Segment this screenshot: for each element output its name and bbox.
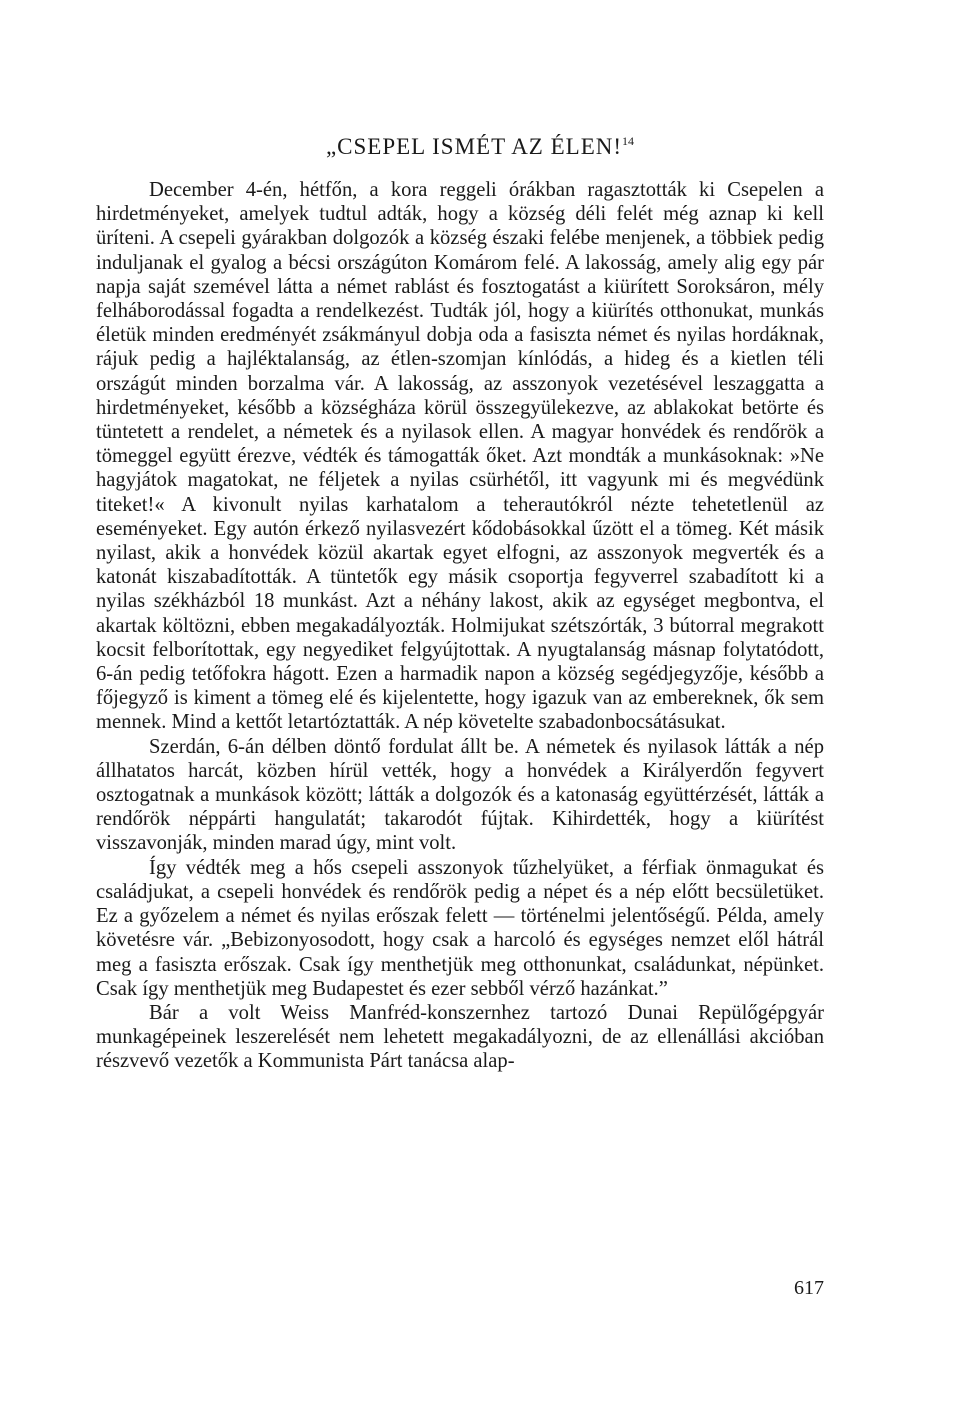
page-number: 617 [794,1277,824,1299]
footnote-reference: 14 [622,134,635,148]
section-title [0,126,960,162]
paragraph: Bár a volt Weiss Manfréd-konszernhez tartozó Dunai Repülőgépgyár munkagépeinek leszerelését nem lehetett megakadályozni, de az ellenállási akcióban részvevő vezetők a Kommunista Párt tanácsa alap- [96,1001,824,1073]
paragraph: Szerdán, 6-án délben döntő fordulat állt be. A németek és nyilasok látták a nép állhatatos harcát, közben hírül vették, hogy a honvédek a Királyerdőn fegyvert osztogatnak a munkások között; látták a dolgozók és a katonaság együttérzését, látták a rendőrök néppárti hangulatát; takarodót fújtak. Kihirdették, hogy a kiürítést visszavonják, minden marad úgy, mint volt. [96,735,824,855]
section-title-text: „CSEPEL ISMÉT AZ ÉLEN! [325,134,623,159]
paragraph: Így védték meg a hős csepeli asszonyok tűzhelyüket, a férfiak önmagukat és családjukat, a csepeli honvédek és rendőrök pedig a népet és a nép előtt becsületüket. Ez a győzelem a német és nyilas erőszak felett — történelmi jelentőségű. Példa, amely követésre vár. „Bebizonyosodott, hogy csak a harcoló és egységes nemzet elől hátrál meg a fasiszta erőszak. Csak így menthetjük meg otthonunkat, családunkat, népünket. Csak így menthetjük meg Budapestet és ezer sebből vérző hazánkat.” [96,856,824,1000]
paragraph: December 4-én, hétfőn, a kora reggeli órákban ragasztották ki Csepelen a hirdetményeket, amelyek tudtul adták, hogy a község déli felét még aznap ki kell üríteni. A csepeli gyárakban dolgozók a község északi felébe menjenek, a többiek pedig induljanak el gyalog a bécsi országúton Komárom felé. A lakosság, amely alig egy pár napja saját szemével látta a német rablást és fosztogatást a kiürített Soroksáron, mély felháborodással fogadta a rendelkezést. Tudták jól, hogy a kiürítés otthonukat, munkás életük minden eredményét zsákmányul dobja oda a fasiszta német és nyilas hordáknak, rájuk pedig a hajléktalanság, az étlen-szomjan kínlódás, a hideg és a kietlen téli országút minden borzalma vár. A lakosság, az asszonyok vezetésével leszaggatta a hirdetményeket, később a községháza körül összegyülekezve, az ablakokat betörte és tüntetett a rendelet, a németek és a nyilasok ellen. A magyar honvédek és rendőrök a tömeggel együtt érezve, védték és támogatták őket. Azt mondták a munkásoknak: »Ne hagyjátok magatokat, ne féljetek a nyilas csürhétől, itt vagyunk mi és megvédünk titeket!« A kivonult nyilas karhatalom a teherautókról nézte tehetetlenül az eseményeket. Egy autón érkező nyilasvezért kődobásokkal űzött el a tömeg. Két másik nyilast, akik a honvédek közül akartak egyet elfogni, az asszonyok megverték és a katonát kiszabadították. A tüntetők egy másik csoportja fegyverrel szabadított ki a nyilas székházból 18 munkást. Azt a néhány lakost, akik az egységet megbontva, el akartak költözni, ebben megakadályozták. Holmijukat szétszórták, 3 bútorral megrakott kocsit felborítottak, egy negyediket felgyújtottak. A nyugtalanság másnap folytatódott, 6-án pedig tetőfokra hágott. Ezen a harmadik napon a község segédjegyzője, később a főjegyző is kiment a tömeg elé és kijelentette, hogy igazuk van az embereknek, ők sem mennek. Mind a kettőt letartóztatták. A nép követelte szabadonbocsátásukat. [96,179,824,734]
body-text [96,178,824,1074]
